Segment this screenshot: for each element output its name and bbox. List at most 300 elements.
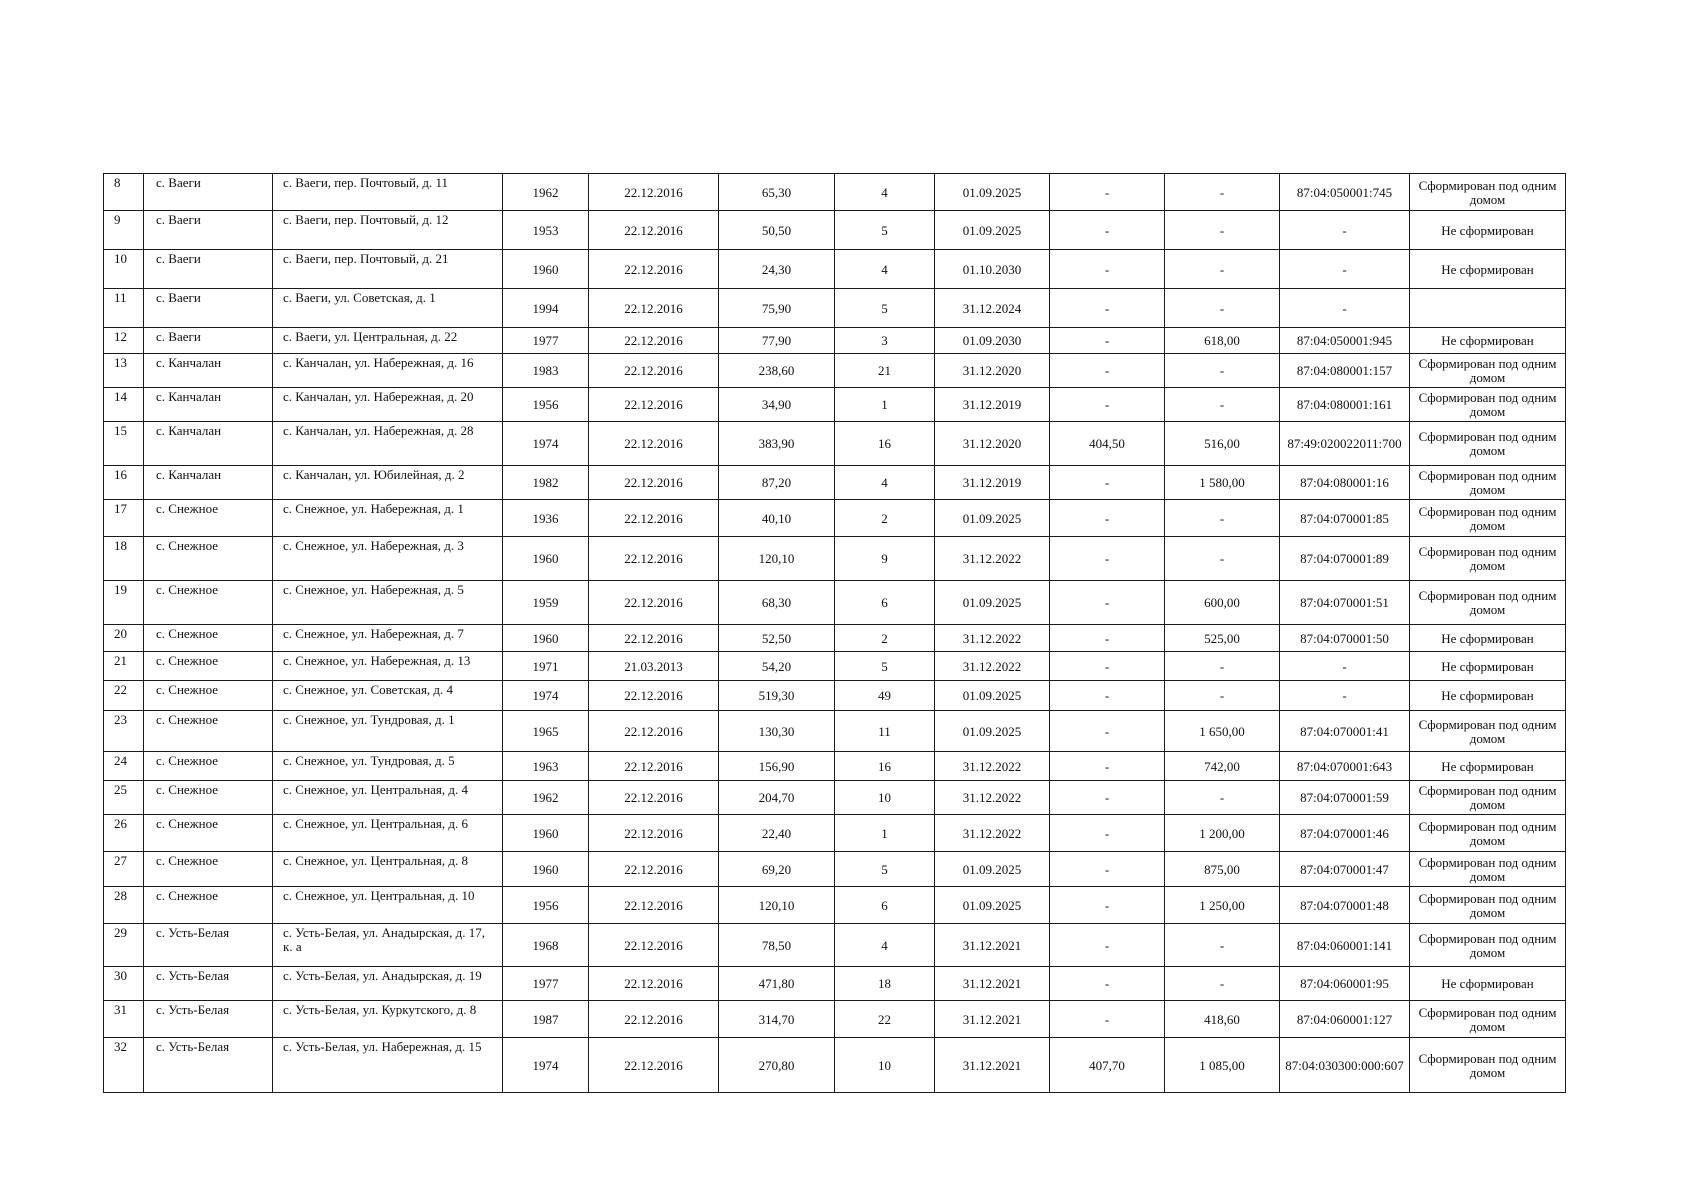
land-area-cell: 742,00 [1165, 752, 1280, 781]
cadastral-number-cell: 87:49:020022011:700 [1280, 422, 1410, 466]
land-plot-status-cell: Сформирован под одним домом [1410, 500, 1566, 537]
land-area-cell: 516,00 [1165, 422, 1280, 466]
table-row [104, 852, 1566, 887]
table-row [104, 466, 1566, 500]
address-cell: с. Снежное, ул. Набережная, д. 13 [273, 652, 503, 681]
land-plot-status-cell: Сформирован под одним домом [1410, 466, 1566, 500]
cadastral-number-cell: - [1280, 250, 1410, 289]
secondary-area-cell: - [1050, 388, 1165, 422]
table-row [104, 250, 1566, 289]
row-number-cell: 11 [104, 289, 144, 328]
row-number-cell: 15 [104, 422, 144, 466]
address-cell: с. Канчалан, ул. Набережная, д. 16 [273, 354, 503, 388]
row-number-cell: 28 [104, 887, 144, 924]
recognition-date-cell: 22.12.2016 [589, 887, 719, 924]
secondary-area-cell: - [1050, 781, 1165, 815]
building-area-cell: 52,50 [719, 625, 835, 652]
row-number-cell: 13 [104, 354, 144, 388]
table-row [104, 711, 1566, 752]
land-area-cell: - [1165, 250, 1280, 289]
recognition-date-cell: 21.03.2013 [589, 652, 719, 681]
recognition-date-cell: 22.12.2016 [589, 924, 719, 967]
address-cell: с. Снежное, ул. Центральная, д. 10 [273, 887, 503, 924]
table-row [104, 537, 1566, 581]
cadastral-number-cell: - [1280, 652, 1410, 681]
year-built-cell: 1956 [503, 388, 589, 422]
row-number-cell: 19 [104, 581, 144, 625]
building-area-cell: 78,50 [719, 924, 835, 967]
cadastral-number-cell: 87:04:080001:16 [1280, 466, 1410, 500]
building-area-cell: 120,10 [719, 537, 835, 581]
address-cell: с. Ваеги, пер. Почтовый, д. 12 [273, 211, 503, 250]
year-built-cell: 1960 [503, 852, 589, 887]
address-cell: с. Усть-Белая, ул. Куркутского, д. 8 [273, 1001, 503, 1038]
year-built-cell: 1982 [503, 466, 589, 500]
building-area-cell: 156,90 [719, 752, 835, 781]
residents-count-cell: 2 [835, 625, 935, 652]
land-area-cell: - [1165, 174, 1280, 211]
table-row [104, 924, 1566, 967]
table-row [104, 967, 1566, 1001]
recognition-date-cell: 22.12.2016 [589, 711, 719, 752]
residents-count-cell: 11 [835, 711, 935, 752]
land-area-cell: - [1165, 211, 1280, 250]
resettlement-deadline-cell: 31.12.2021 [935, 967, 1050, 1001]
address-cell: с. Усть-Белая, ул. Анадырская, д. 19 [273, 967, 503, 1001]
land-area-cell: - [1165, 781, 1280, 815]
secondary-area-cell: - [1050, 250, 1165, 289]
secondary-area-cell: - [1050, 887, 1165, 924]
settlement-cell: с. Канчалан [144, 388, 273, 422]
building-area-cell: 65,30 [719, 174, 835, 211]
year-built-cell: 1963 [503, 752, 589, 781]
secondary-area-cell: - [1050, 466, 1165, 500]
row-number-cell: 10 [104, 250, 144, 289]
settlement-cell: с. Снежное [144, 887, 273, 924]
resettlement-deadline-cell: 01.09.2025 [935, 681, 1050, 711]
row-number-cell: 22 [104, 681, 144, 711]
settlement-cell: с. Снежное [144, 537, 273, 581]
address-cell: с. Снежное, ул. Тундровая, д. 5 [273, 752, 503, 781]
year-built-cell: 1956 [503, 887, 589, 924]
residents-count-cell: 1 [835, 815, 935, 852]
year-built-cell: 1962 [503, 174, 589, 211]
land-plot-status-cell: Сформирован под одним домом [1410, 1001, 1566, 1038]
land-area-cell: - [1165, 289, 1280, 328]
year-built-cell: 1960 [503, 537, 589, 581]
secondary-area-cell: - [1050, 581, 1165, 625]
building-area-cell: 314,70 [719, 1001, 835, 1038]
resettlement-deadline-cell: 01.09.2025 [935, 174, 1050, 211]
address-cell: с. Канчалан, ул. Юбилейная, д. 2 [273, 466, 503, 500]
cadastral-number-cell: 87:04:070001:51 [1280, 581, 1410, 625]
table-row [104, 174, 1566, 211]
year-built-cell: 1960 [503, 625, 589, 652]
building-area-cell: 40,10 [719, 500, 835, 537]
residents-count-cell: 5 [835, 852, 935, 887]
cadastral-number-cell: - [1280, 211, 1410, 250]
building-area-cell: 34,90 [719, 388, 835, 422]
table-row [104, 887, 1566, 924]
building-area-cell: 120,10 [719, 887, 835, 924]
recognition-date-cell: 22.12.2016 [589, 388, 719, 422]
land-area-cell: - [1165, 500, 1280, 537]
building-area-cell: 130,30 [719, 711, 835, 752]
recognition-date-cell: 22.12.2016 [589, 752, 719, 781]
address-cell: с. Ваеги, ул. Центральная, д. 22 [273, 328, 503, 354]
resettlement-deadline-cell: 31.12.2021 [935, 1001, 1050, 1038]
resettlement-deadline-cell: 01.09.2025 [935, 887, 1050, 924]
recognition-date-cell: 22.12.2016 [589, 174, 719, 211]
building-area-cell: 383,90 [719, 422, 835, 466]
table-row [104, 781, 1566, 815]
land-area-cell: 1 250,00 [1165, 887, 1280, 924]
settlement-cell: с. Ваеги [144, 328, 273, 354]
resettlement-deadline-cell: 01.09.2025 [935, 711, 1050, 752]
resettlement-deadline-cell: 31.12.2024 [935, 289, 1050, 328]
cadastral-number-cell: 87:04:060001:141 [1280, 924, 1410, 967]
building-area-cell: 75,90 [719, 289, 835, 328]
table-row [104, 681, 1566, 711]
land-plot-status-cell: Сформирован под одним домом [1410, 711, 1566, 752]
recognition-date-cell: 22.12.2016 [589, 967, 719, 1001]
land-plot-status-cell [1410, 289, 1566, 328]
secondary-area-cell: 407,70 [1050, 1038, 1165, 1093]
cadastral-number-cell: 87:04:070001:50 [1280, 625, 1410, 652]
resettlement-deadline-cell: 31.12.2021 [935, 924, 1050, 967]
settlement-cell: с. Усть-Белая [144, 1001, 273, 1038]
cadastral-number-cell: 87:04:050001:745 [1280, 174, 1410, 211]
land-plot-status-cell: Не сформирован [1410, 652, 1566, 681]
land-plot-status-cell: Сформирован под одним домом [1410, 815, 1566, 852]
residents-count-cell: 4 [835, 250, 935, 289]
settlement-cell: с. Снежное [144, 681, 273, 711]
settlement-cell: с. Снежное [144, 852, 273, 887]
table-row [104, 211, 1566, 250]
land-plot-status-cell: Не сформирован [1410, 328, 1566, 354]
residents-count-cell: 4 [835, 466, 935, 500]
cadastral-number-cell: - [1280, 289, 1410, 328]
resettlement-deadline-cell: 31.12.2019 [935, 388, 1050, 422]
recognition-date-cell: 22.12.2016 [589, 852, 719, 887]
address-cell: с. Усть-Белая, ул. Набережная, д. 15 [273, 1038, 503, 1093]
recognition-date-cell: 22.12.2016 [589, 466, 719, 500]
recognition-date-cell: 22.12.2016 [589, 500, 719, 537]
land-area-cell: - [1165, 354, 1280, 388]
resettlement-deadline-cell: 01.09.2025 [935, 581, 1050, 625]
year-built-cell: 1965 [503, 711, 589, 752]
row-number-cell: 16 [104, 466, 144, 500]
cadastral-number-cell: 87:04:070001:48 [1280, 887, 1410, 924]
secondary-area-cell: 404,50 [1050, 422, 1165, 466]
year-built-cell: 1936 [503, 500, 589, 537]
residents-count-cell: 5 [835, 211, 935, 250]
building-area-cell: 54,20 [719, 652, 835, 681]
recognition-date-cell: 22.12.2016 [589, 289, 719, 328]
year-built-cell: 1968 [503, 924, 589, 967]
cadastral-number-cell: - [1280, 681, 1410, 711]
row-number-cell: 8 [104, 174, 144, 211]
year-built-cell: 1987 [503, 1001, 589, 1038]
resettlement-deadline-cell: 01.10.2030 [935, 250, 1050, 289]
year-built-cell: 1959 [503, 581, 589, 625]
land-plot-status-cell: Сформирован под одним домом [1410, 924, 1566, 967]
land-plot-status-cell: Сформирован под одним домом [1410, 354, 1566, 388]
land-area-cell: - [1165, 681, 1280, 711]
land-area-cell: 618,00 [1165, 328, 1280, 354]
building-area-cell: 24,30 [719, 250, 835, 289]
residents-count-cell: 6 [835, 887, 935, 924]
secondary-area-cell: - [1050, 652, 1165, 681]
settlement-cell: с. Снежное [144, 500, 273, 537]
row-number-cell: 24 [104, 752, 144, 781]
resettlement-deadline-cell: 31.12.2021 [935, 1038, 1050, 1093]
residents-count-cell: 16 [835, 422, 935, 466]
row-number-cell: 27 [104, 852, 144, 887]
row-number-cell: 17 [104, 500, 144, 537]
land-area-cell: 418,60 [1165, 1001, 1280, 1038]
settlement-cell: с. Снежное [144, 781, 273, 815]
table-row [104, 422, 1566, 466]
land-plot-status-cell: Сформирован под одним домом [1410, 1038, 1566, 1093]
building-area-cell: 50,50 [719, 211, 835, 250]
settlement-cell: с. Усть-Белая [144, 1038, 273, 1093]
secondary-area-cell: - [1050, 924, 1165, 967]
recognition-date-cell: 22.12.2016 [589, 781, 719, 815]
settlement-cell: с. Снежное [144, 581, 273, 625]
year-built-cell: 1974 [503, 681, 589, 711]
resettlement-deadline-cell: 31.12.2022 [935, 815, 1050, 852]
residents-count-cell: 10 [835, 781, 935, 815]
cadastral-number-cell: 87:04:030300:000:607 [1280, 1038, 1410, 1093]
address-cell: с. Снежное, ул. Центральная, д. 8 [273, 852, 503, 887]
residents-count-cell: 16 [835, 752, 935, 781]
secondary-area-cell: - [1050, 354, 1165, 388]
resettlement-deadline-cell: 31.12.2022 [935, 537, 1050, 581]
residents-count-cell: 49 [835, 681, 935, 711]
secondary-area-cell: - [1050, 500, 1165, 537]
land-area-cell: 1 650,00 [1165, 711, 1280, 752]
building-area-cell: 238,60 [719, 354, 835, 388]
cadastral-number-cell: 87:04:070001:643 [1280, 752, 1410, 781]
settlement-cell: с. Снежное [144, 625, 273, 652]
cadastral-number-cell: 87:04:080001:161 [1280, 388, 1410, 422]
address-cell: с. Снежное, ул. Тундровая, д. 1 [273, 711, 503, 752]
row-number-cell: 21 [104, 652, 144, 681]
resettlement-deadline-cell: 31.12.2019 [935, 466, 1050, 500]
row-number-cell: 12 [104, 328, 144, 354]
table-row [104, 328, 1566, 354]
building-area-cell: 77,90 [719, 328, 835, 354]
address-cell: с. Ваеги, пер. Почтовый, д. 11 [273, 174, 503, 211]
land-plot-status-cell: Не сформирован [1410, 211, 1566, 250]
row-number-cell: 26 [104, 815, 144, 852]
land-area-cell: 600,00 [1165, 581, 1280, 625]
address-cell: с. Канчалан, ул. Набережная, д. 20 [273, 388, 503, 422]
land-plot-status-cell: Не сформирован [1410, 752, 1566, 781]
recognition-date-cell: 22.12.2016 [589, 625, 719, 652]
recognition-date-cell: 22.12.2016 [589, 681, 719, 711]
table-row [104, 354, 1566, 388]
land-area-cell: - [1165, 537, 1280, 581]
table-row [104, 388, 1566, 422]
land-area-cell: 1 200,00 [1165, 815, 1280, 852]
building-area-cell: 87,20 [719, 466, 835, 500]
residents-count-cell: 5 [835, 652, 935, 681]
table-row [104, 581, 1566, 625]
recognition-date-cell: 22.12.2016 [589, 211, 719, 250]
building-area-cell: 519,30 [719, 681, 835, 711]
settlement-cell: с. Снежное [144, 652, 273, 681]
recognition-date-cell: 22.12.2016 [589, 1001, 719, 1038]
recognition-date-cell: 22.12.2016 [589, 815, 719, 852]
settlement-cell: с. Канчалан [144, 422, 273, 466]
residents-count-cell: 21 [835, 354, 935, 388]
land-area-cell: 1 085,00 [1165, 1038, 1280, 1093]
year-built-cell: 1953 [503, 211, 589, 250]
land-area-cell: 525,00 [1165, 625, 1280, 652]
settlement-cell: с. Ваеги [144, 211, 273, 250]
residents-count-cell: 6 [835, 581, 935, 625]
building-area-cell: 68,30 [719, 581, 835, 625]
secondary-area-cell: - [1050, 967, 1165, 1001]
land-area-cell: - [1165, 652, 1280, 681]
residents-count-cell: 3 [835, 328, 935, 354]
row-number-cell: 31 [104, 1001, 144, 1038]
settlement-cell: с. Ваеги [144, 289, 273, 328]
building-area-cell: 270,80 [719, 1038, 835, 1093]
settlement-cell: с. Усть-Белая [144, 924, 273, 967]
address-cell: с. Снежное, ул. Центральная, д. 6 [273, 815, 503, 852]
cadastral-number-cell: 87:04:070001:41 [1280, 711, 1410, 752]
secondary-area-cell: - [1050, 815, 1165, 852]
address-cell: с. Снежное, ул. Набережная, д. 7 [273, 625, 503, 652]
land-plot-status-cell: Сформирован под одним домом [1410, 581, 1566, 625]
cadastral-number-cell: 87:04:070001:89 [1280, 537, 1410, 581]
cadastral-number-cell: 87:04:070001:59 [1280, 781, 1410, 815]
resettlement-deadline-cell: 31.12.2022 [935, 625, 1050, 652]
cadastral-number-cell: 87:04:080001:157 [1280, 354, 1410, 388]
recognition-date-cell: 22.12.2016 [589, 422, 719, 466]
secondary-area-cell: - [1050, 174, 1165, 211]
land-plot-status-cell: Не сформирован [1410, 681, 1566, 711]
recognition-date-cell: 22.12.2016 [589, 250, 719, 289]
residents-count-cell: 5 [835, 289, 935, 328]
row-number-cell: 30 [104, 967, 144, 1001]
row-number-cell: 32 [104, 1038, 144, 1093]
address-cell: с. Снежное, ул. Набережная, д. 1 [273, 500, 503, 537]
land-area-cell: 875,00 [1165, 852, 1280, 887]
year-built-cell: 1983 [503, 354, 589, 388]
year-built-cell: 1960 [503, 815, 589, 852]
address-cell: с. Снежное, ул. Центральная, д. 4 [273, 781, 503, 815]
resettlement-deadline-cell: 31.12.2022 [935, 781, 1050, 815]
year-built-cell: 1962 [503, 781, 589, 815]
settlement-cell: с. Снежное [144, 711, 273, 752]
table-row [104, 652, 1566, 681]
year-built-cell: 1977 [503, 967, 589, 1001]
year-built-cell: 1994 [503, 289, 589, 328]
land-plot-status-cell: Сформирован под одним домом [1410, 174, 1566, 211]
year-built-cell: 1977 [503, 328, 589, 354]
land-plot-status-cell: Не сформирован [1410, 967, 1566, 1001]
settlement-cell: с. Канчалан [144, 354, 273, 388]
secondary-area-cell: - [1050, 711, 1165, 752]
address-cell: с. Ваеги, ул. Советская, д. 1 [273, 289, 503, 328]
land-area-cell: - [1165, 388, 1280, 422]
table-row [104, 500, 1566, 537]
row-number-cell: 9 [104, 211, 144, 250]
table-body [104, 174, 1566, 1093]
recognition-date-cell: 22.12.2016 [589, 354, 719, 388]
building-area-cell: 204,70 [719, 781, 835, 815]
resettlement-deadline-cell: 01.09.2030 [935, 328, 1050, 354]
land-plot-status-cell: Сформирован под одним домом [1410, 781, 1566, 815]
settlement-cell: с. Снежное [144, 752, 273, 781]
secondary-area-cell: - [1050, 852, 1165, 887]
residents-count-cell: 4 [835, 174, 935, 211]
row-number-cell: 25 [104, 781, 144, 815]
residents-count-cell: 1 [835, 388, 935, 422]
building-area-cell: 22,40 [719, 815, 835, 852]
secondary-area-cell: - [1050, 328, 1165, 354]
row-number-cell: 29 [104, 924, 144, 967]
land-plot-status-cell: Не сформирован [1410, 250, 1566, 289]
residents-count-cell: 10 [835, 1038, 935, 1093]
secondary-area-cell: - [1050, 289, 1165, 328]
secondary-area-cell: - [1050, 625, 1165, 652]
cadastral-number-cell: 87:04:070001:47 [1280, 852, 1410, 887]
table-row [104, 289, 1566, 328]
land-plot-status-cell: Не сформирован [1410, 625, 1566, 652]
cadastral-number-cell: 87:04:060001:127 [1280, 1001, 1410, 1038]
land-plot-status-cell: Сформирован под одним домом [1410, 422, 1566, 466]
resettlement-deadline-cell: 01.09.2025 [935, 500, 1050, 537]
row-number-cell: 14 [104, 388, 144, 422]
recognition-date-cell: 22.12.2016 [589, 1038, 719, 1093]
row-number-cell: 20 [104, 625, 144, 652]
year-built-cell: 1960 [503, 250, 589, 289]
year-built-cell: 1974 [503, 422, 589, 466]
housing-registry-table [103, 173, 1566, 1093]
residents-count-cell: 22 [835, 1001, 935, 1038]
address-cell: с. Ваеги, пер. Почтовый, д. 21 [273, 250, 503, 289]
secondary-area-cell: - [1050, 681, 1165, 711]
table-row [104, 1001, 1566, 1038]
resettlement-deadline-cell: 31.12.2022 [935, 752, 1050, 781]
address-cell: с. Снежное, ул. Набережная, д. 3 [273, 537, 503, 581]
row-number-cell: 23 [104, 711, 144, 752]
land-area-cell: - [1165, 924, 1280, 967]
land-plot-status-cell: Сформирован под одним домом [1410, 852, 1566, 887]
secondary-area-cell: - [1050, 1001, 1165, 1038]
table-row [104, 1038, 1566, 1093]
secondary-area-cell: - [1050, 211, 1165, 250]
recognition-date-cell: 22.12.2016 [589, 328, 719, 354]
settlement-cell: с. Ваеги [144, 250, 273, 289]
land-plot-status-cell: Сформирован под одним домом [1410, 388, 1566, 422]
row-number-cell: 18 [104, 537, 144, 581]
table-row [104, 625, 1566, 652]
settlement-cell: с. Снежное [144, 815, 273, 852]
settlement-cell: с. Усть-Белая [144, 967, 273, 1001]
cadastral-number-cell: 87:04:070001:85 [1280, 500, 1410, 537]
land-area-cell: 1 580,00 [1165, 466, 1280, 500]
residents-count-cell: 18 [835, 967, 935, 1001]
residents-count-cell: 9 [835, 537, 935, 581]
residents-count-cell: 2 [835, 500, 935, 537]
resettlement-deadline-cell: 01.09.2025 [935, 211, 1050, 250]
